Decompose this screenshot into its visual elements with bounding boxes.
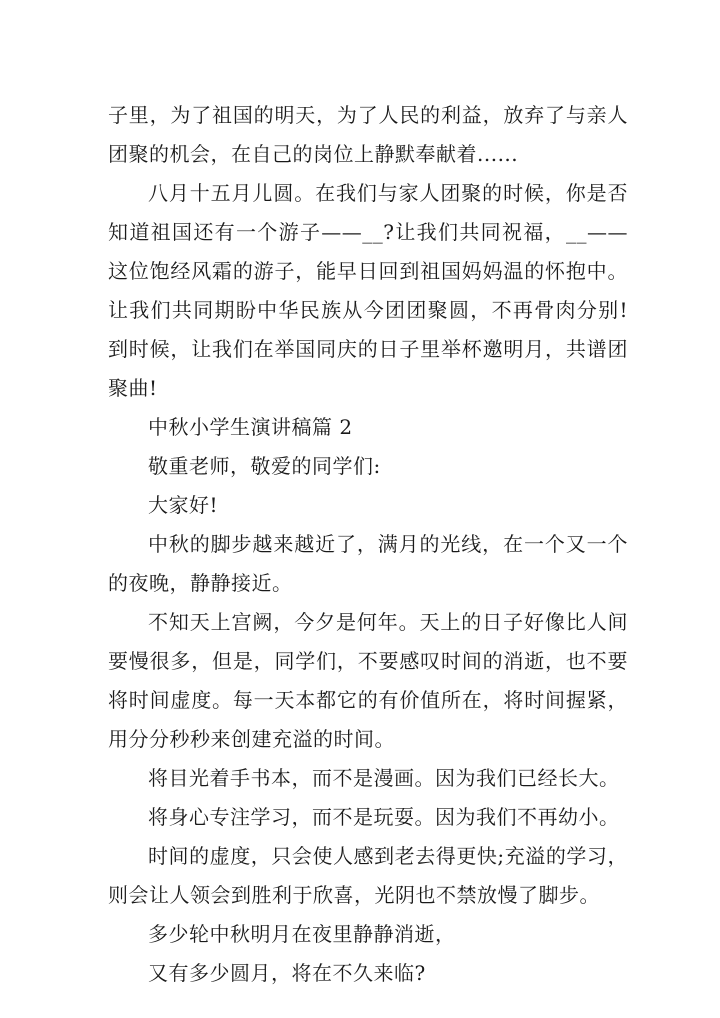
paragraph-time: 不知天上宫阙，今夕是何年。天上的日子好像比人间要慢很多，但是，同学们，不要感叹时间的消逝，也不要将时间虚度。每一天本都它的有价值所在，将时间握紧，用分分秒秒来创建充溢的时间。 bbox=[108, 610, 628, 751]
paragraph-continuation: 子里，为了祖国的明天，为了人民的利益，放弃了与亲人团聚的机会，在自己的岗位上静默奉献着...... bbox=[108, 103, 628, 166]
paragraph-wasting-time: 时间的虚度，只会使人感到老去得更快;充溢的学习，则会让人领会到胜利于欣喜，光阴也不禁放慢了脚步。 bbox=[108, 844, 628, 907]
paragraph-mid-autumn-wish: 八月十五月儿圆。在我们与家人团聚的时候，你是否知道祖国还有一个游子——__?让我们共同祝福，__——这位饱经风霜的游子，能早日回到祖国妈妈温的怀抱中。让我们共同期盼中华民族从今团团聚圆，不再骨肉分别!到时候，让我们在举国同庆的日子里举杯邀明月，共谱团聚曲! bbox=[108, 181, 628, 400]
paragraph-moonlight: 中秋的脚步越来越近了，满月的光线，在一个又一个的夜晚，静静接近。 bbox=[108, 532, 628, 595]
paragraph-books: 将目光着手书本，而不是漫画。因为我们已经长大。 bbox=[148, 766, 620, 790]
salutation: 敬重老师，敬爱的同学们: bbox=[148, 454, 381, 478]
paragraph-moons-pass: 多少轮中秋明月在夜里静静消逝， bbox=[148, 922, 456, 946]
document-body bbox=[108, 96, 628, 993]
paragraph-study: 将身心专注学习，而不是玩耍。因为我们不再幼小。 bbox=[148, 805, 620, 829]
section-heading: 中秋小学生演讲稿篇 2 bbox=[148, 415, 353, 439]
greeting: 大家好! bbox=[148, 493, 219, 517]
paragraph-moons-come: 又有多少圆月，将在不久来临? bbox=[148, 961, 426, 985]
